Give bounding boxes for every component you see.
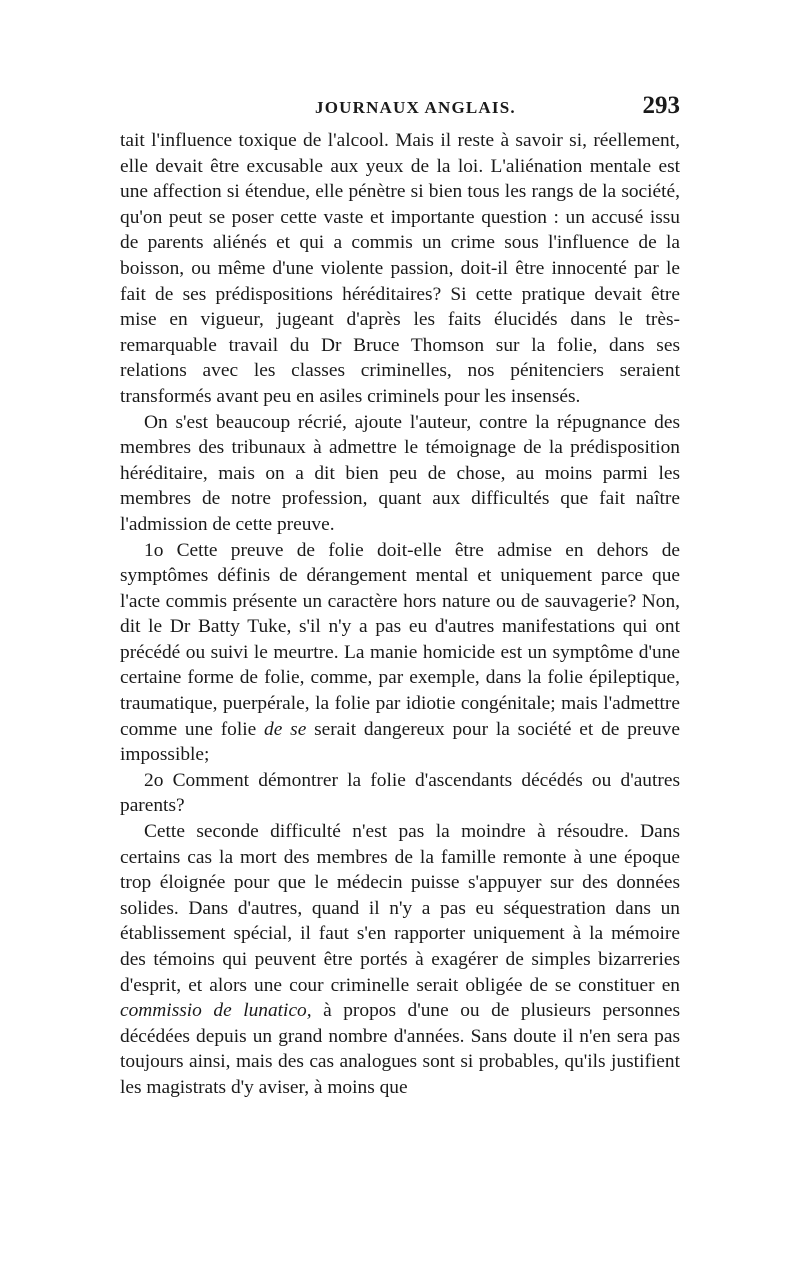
- paragraph-3-text: 1o Cette preuve de folie doit-elle être admise en dehors de symptômes définis de dérangement mental et uniquement parce que l'acte commis présente un caractère hors nature ou de sauvagerie? Non, dit le Dr Batty Tuke, s'il n'y a pas eu d'autres manifestations qui ont précédé ou suivi le meurtre. La manie homicide est un symptôme d'une certaine forme de folie, comme, par exemple, dans la folie épileptique, traumatique, puerpérale, la folie par idiotie congénitale; mais l'admettre comme une folie: [120, 539, 680, 740]
- paragraph-5-text: Cette seconde difficulté n'est pas la moindre à résoudre. Dans certains cas la mort des membres de la famille remonte à une époque trop éloignée pour que le médecin puisse s'appuyer sur des données solides. Dans d'autres, quand il n'y a pas eu séquestration dans un établissement spécial, il faut s'en rapporter uniquement à la mémoire des témoins qui peuvent être portés à exagérer de simples bizarreries d'esprit, et alors une cour criminelle serait obligée de se constituer en: [120, 821, 680, 996]
- paragraph-4: 2o Comment démontrer la folie d'ascendants décédés ou d'autres parents?: [120, 769, 680, 817]
- paragraph-1: tait l'influence toxique de l'alcool. Mais il reste à savoir si, réellement, elle devait être excusable aux yeux de la loi. L'aliénation mentale est une affection si étendue, elle pénètre si bien tous les rangs de la société, qu'on peut se poser cette vaste et importante question : un accusé issu de parents aliénés et qui a commis un crime sous l'influence de la boisson, ou même d'une violente passion, doit-il être innocenté par le fait de ses prédispositions héréditaires? Si cette pratique devait être mise en vigueur, jugeant d'après les faits élucidés dans le très-remarquable travail du Dr Bruce Thomson sur la folie, dans ses relations avec les classes criminelles, nos pénitenciers seraient transformés avant peu en asiles criminels pour les insensés.: [120, 130, 680, 407]
- running-title: JOURNAUX ANGLAIS.: [315, 98, 516, 117]
- page-number: 293: [642, 92, 680, 119]
- paragraph-3-italic: de se: [264, 718, 307, 740]
- book-page: [120, 92, 680, 1101]
- paragraph-5-italic: commissio de lunatico,: [120, 1000, 312, 1022]
- running-header: [120, 92, 680, 128]
- paragraph-3-end: serait dangereux pour la société et de preuve impossible;: [120, 718, 680, 766]
- paragraph-5: [120, 819, 680, 1101]
- body-text: [120, 128, 680, 1101]
- paragraph-5-end: à propos d'une ou de plusieurs personnes décédées depuis un grand nombre d'années. Sans doute il n'en sera pas toujours ainsi, mais des cas analogues sont si probables, qu'ils justifient les magistrats d'y aviser, à moins que: [120, 1000, 680, 1098]
- paragraph-3: [120, 538, 680, 768]
- paragraph-2: On s'est beaucoup récrié, ajoute l'auteur, contre la répugnance des membres des tribunaux à admettre le témoignage de la prédisposition héréditaire, mais on a dit bien peu de chose, au moins parmi les membres de notre profession, quant aux difficultés que fait naître l'admission de cette preuve.: [120, 411, 680, 535]
